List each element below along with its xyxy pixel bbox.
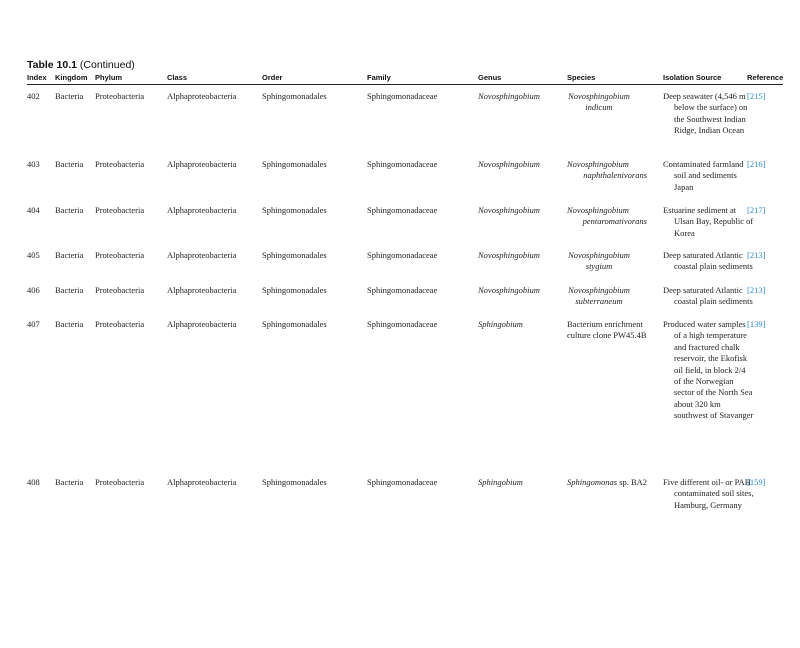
cell-genus: Sphingobium — [478, 319, 523, 329]
species-line-2: naphthalenivorans — [583, 170, 647, 181]
cell-order: Sphingomonadales — [262, 159, 327, 169]
species-line-1: Sphingomonas — [567, 477, 618, 487]
cell-phylum: Proteobacteria — [95, 159, 145, 169]
cell-genus: Novosphingobium — [478, 205, 540, 215]
header-rule — [27, 84, 783, 85]
cell-phylum: Proteobacteria — [95, 250, 145, 260]
cell-order: Sphingomonadales — [262, 205, 327, 215]
cell-reference-link[interactable]: [139] — [747, 319, 766, 329]
header-genus: Genus — [478, 73, 502, 82]
species-line-2: subterraneum — [575, 296, 623, 307]
cell-order: Sphingomonadales — [262, 477, 327, 487]
cell-isolation-source: Estuarine sediment at Ulsan Bay, Republic of Korea — [663, 205, 754, 238]
header-family: Family — [367, 73, 391, 82]
cell-isolation-source: Produced water samples of a high temperature and fractured chalk reservoir, the Ekofisk oil field, in block 2/4 of the Norwegian sector of the North Sea about 320 km southwest of Stavanger — [663, 319, 754, 421]
cell-phylum: Proteobacteria — [95, 205, 145, 215]
cell-isolation-source: Five different oil- or PAH contaminated soil sites, Hamburg, Germany — [663, 477, 754, 510]
header-isolation-source: Isolation Source — [663, 73, 722, 82]
cell-phylum: Proteobacteria — [95, 285, 145, 295]
cell-phylum: Proteobacteria — [95, 319, 145, 329]
header-order: Order — [262, 73, 283, 82]
cell-class: Alphaproteobacteria — [167, 159, 237, 169]
header-kingdom: Kingdom — [55, 73, 88, 82]
species-line-1: Novosphingobium — [568, 285, 630, 295]
table-caption — [27, 59, 135, 71]
table-continued-note: (Continued) — [79, 59, 135, 71]
cell-index: 407 — [27, 319, 40, 329]
cell-kingdom: Bacteria — [55, 159, 84, 169]
cell-reference-link[interactable]: [215] — [747, 91, 766, 101]
cell-class: Alphaproteobacteria — [167, 91, 237, 101]
cell-index: 403 — [27, 159, 40, 169]
cell-family: Sphingomonadaceae — [367, 159, 438, 169]
cell-family: Sphingomonadaceae — [367, 319, 438, 329]
cell-kingdom: Bacteria — [55, 285, 84, 295]
cell-order: Sphingomonadales — [262, 285, 327, 295]
cell-index: 406 — [27, 285, 40, 295]
cell-reference-link[interactable]: [213] — [747, 250, 766, 260]
cell-order: Sphingomonadales — [262, 250, 327, 260]
cell-species — [567, 205, 647, 228]
species-line-2: pentaromativorans — [582, 216, 647, 227]
cell-family: Sphingomonadaceae — [367, 250, 438, 260]
cell-family: Sphingomonadaceae — [367, 477, 438, 487]
cell-species — [567, 159, 647, 182]
cell-order: Sphingomonadales — [262, 91, 327, 101]
cell-reference-link[interactable]: [159] — [747, 477, 766, 487]
header-phylum: Phylum — [95, 73, 123, 82]
cell-phylum: Proteobacteria — [95, 477, 145, 487]
cell-kingdom: Bacteria — [55, 477, 84, 487]
cell-class: Alphaproteobacteria — [167, 285, 237, 295]
cell-isolation-source: Deep saturated Atlantic coastal plain sediments — [663, 250, 753, 272]
header-species: Species — [567, 73, 596, 82]
cell-genus: Novosphingobium — [478, 159, 540, 169]
cell-class: Alphaproteobacteria — [167, 205, 237, 215]
cell-index: 402 — [27, 91, 40, 101]
cell-index: 408 — [27, 477, 40, 487]
header-index: Index — [27, 73, 47, 82]
cell-species — [567, 477, 659, 488]
cell-isolation-source: Contaminated farmland soil and sediments Japan — [663, 159, 744, 192]
table-number: Table 10.1 — [27, 59, 77, 71]
species-line-2: indicum — [585, 102, 613, 113]
cell-genus: Sphingobium — [478, 477, 523, 487]
species-line-1: Bacterium enrichment — [567, 319, 643, 329]
cell-kingdom: Bacteria — [55, 250, 84, 260]
species-line-2: stygium — [585, 261, 613, 272]
cell-index: 405 — [27, 250, 40, 260]
cell-family: Sphingomonadaceae — [367, 205, 438, 215]
cell-species — [567, 91, 631, 114]
cell-genus: Novosphingobium — [478, 285, 540, 295]
header-class: Class — [167, 73, 188, 82]
header-reference: Reference — [747, 73, 784, 82]
cell-reference-link[interactable]: [213] — [747, 285, 766, 295]
species-line-2: culture clone PW45.4B — [567, 330, 647, 341]
cell-order: Sphingomonadales — [262, 319, 327, 329]
cell-class: Alphaproteobacteria — [167, 250, 237, 260]
species-line-1: Novosphingobium — [568, 91, 630, 101]
cell-family: Sphingomonadaceae — [367, 285, 438, 295]
cell-class: Alphaproteobacteria — [167, 319, 237, 329]
cell-family: Sphingomonadaceae — [367, 91, 438, 101]
species-line-2: sp. BA2 — [619, 477, 648, 487]
cell-species — [567, 250, 631, 273]
cell-index: 404 — [27, 205, 40, 215]
cell-phylum: Proteobacteria — [95, 91, 145, 101]
cell-reference-link[interactable]: [216] — [747, 159, 766, 169]
cell-reference-link[interactable]: [217] — [747, 205, 766, 215]
cell-species — [567, 319, 670, 342]
cell-kingdom: Bacteria — [55, 205, 84, 215]
cell-isolation-source: Deep saturated Atlantic coastal plain sediments — [663, 285, 753, 307]
species-line-1: Novosphingobium — [568, 250, 630, 260]
cell-isolation-source: Deep seawater (4,546 m below the surface) on the Southwest Indian Ridge, Indian Ocean — [663, 91, 748, 136]
cell-class: Alphaproteobacteria — [167, 477, 237, 487]
cell-species — [567, 285, 631, 308]
species-line-1: Novosphingobium — [567, 205, 629, 215]
cell-genus: Novosphingobium — [478, 91, 540, 101]
species-line-1: Novosphingobium — [567, 159, 629, 169]
cell-kingdom: Bacteria — [55, 91, 84, 101]
cell-genus: Novosphingobium — [478, 250, 540, 260]
cell-kingdom: Bacteria — [55, 319, 84, 329]
